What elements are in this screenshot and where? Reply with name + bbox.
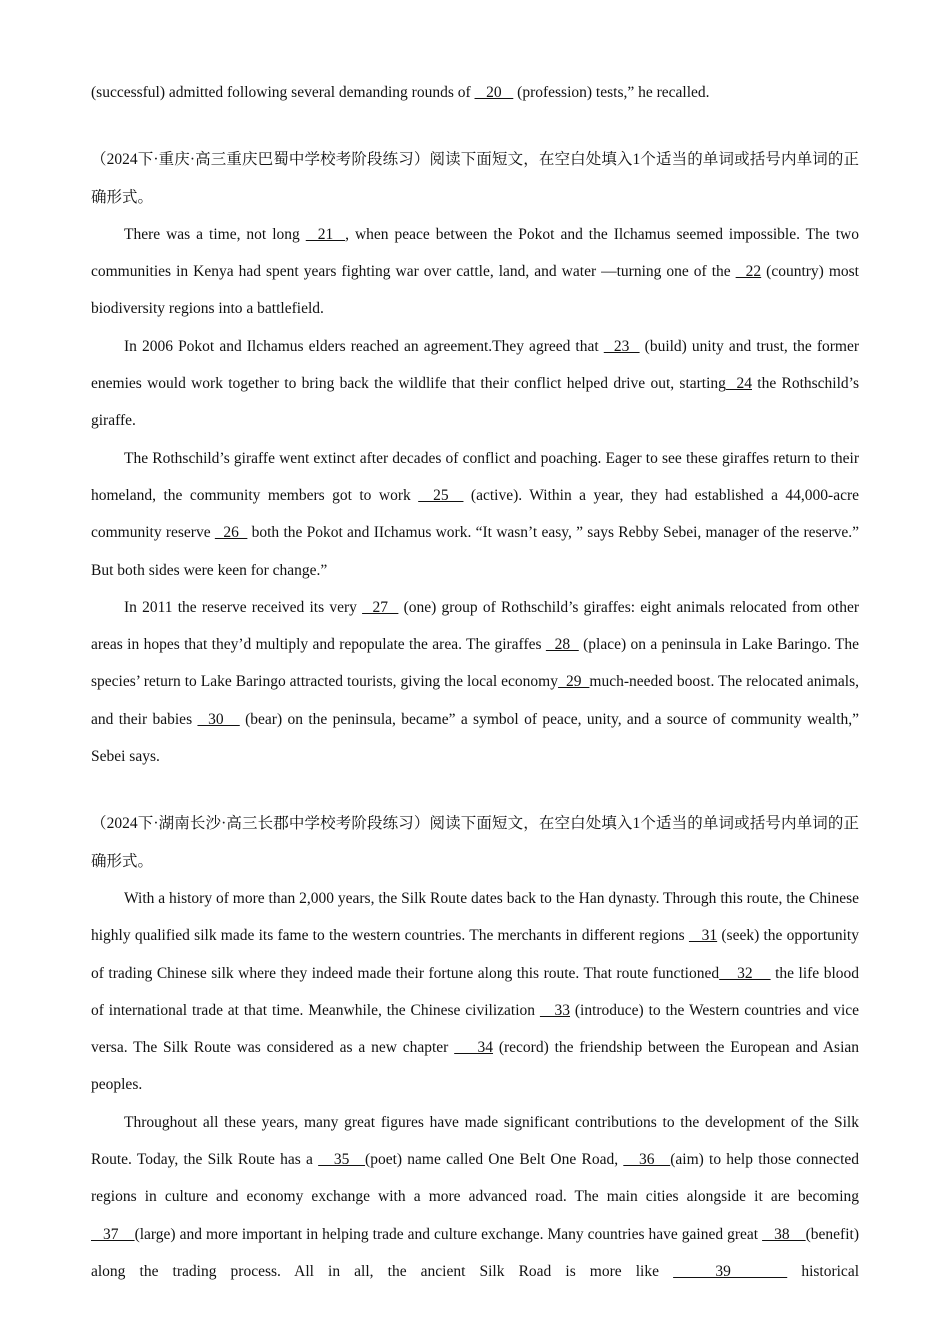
blank-22: 22	[735, 263, 762, 281]
blank-37: 37	[91, 1225, 135, 1243]
blank-32: 32	[719, 964, 771, 982]
section2-paragraph-1: With a history of more than 2,000 years, the Silk Route dates back to the Han dynasty. Through this route, the Chinese highly qualified silk made its fame to the western countries. The merchants in different regions 31 (seek) the opportunity of trading Chinese silk where they indeed made their fortune along this route. That route functioned 32 the life blood of international trade at that time. Meanwhile, the Chinese civilization 33 (introduce) to the Western countries and vice versa. The Silk Route was considered as a new chapter 34 (record) the friendship between the European and Asian peoples.	[91, 889, 860, 1094]
blank-25: 25	[418, 486, 464, 504]
blank-39: 39	[673, 1262, 788, 1280]
section1-paragraph-4: In 2011 the reserve received its very 27 (one) group of Rothschild’s giraffes: eight animals relocated from other areas in hopes that they’d multiply and repopulate the area. The giraffes 28 (place) on a peninsula in Lake Baringo. The species’ return to Lake Baringo attracted tourists, giving the local economy 29 much-needed boost. The relocated animals, and their babies 30 (bear) on the peninsula, became” a symbol of peace, unity, and a source of community wealth,” Sebei says.	[91, 598, 860, 766]
blank-36: 36	[623, 1151, 671, 1169]
blank-34: 34	[454, 1039, 494, 1057]
top-line: (successful) admitted following several demanding rounds of 20 (profession) tests,” he recalled.	[91, 84, 710, 101]
blank-24: 24	[725, 375, 752, 393]
blank-30: 30	[197, 710, 240, 728]
blank-31: 31	[688, 927, 718, 945]
section2-heading: （2024下·湖南长沙·高三长郡中学校考阶段练习）阅读下面短文，在空白处填入1个适当的单词或括号内单词的正确形式。	[91, 815, 859, 870]
blank-26: 26	[214, 524, 248, 542]
blank-35: 35	[318, 1151, 366, 1169]
blank-27: 27	[362, 598, 399, 616]
section2-paragraph-2: Throughout all these years, many great figures have made significant contributions to the development of the Silk Route. Today, the Silk Route has a 35 (poet) name called One Belt One Road, 36 (aim) to help those connected regions in culture and economy exchange with a more advanced road. The main cities alongside it are becoming 37 (large) and more important in helping trade and culture exchange. Many countries have gained great 38 (benefit) along the trading process. All in all, the ancient Silk Road is more like 39 historical	[91, 1113, 860, 1280]
blank-38: 38	[762, 1225, 806, 1243]
section1-paragraph-1: There was a time, not long 21 , when peace between the Pokot and the Ilchamus seemed impossible. The two communities in Kenya had spent years fighting war over cattle, land, and water —turning one of the 22 (country) most biodiversity regions into a battlefield.	[91, 225, 859, 318]
section1-paragraph-3: The Rothschild’s giraffe went extinct after decades of conflict and poaching. Eager to see these giraffes return to their homeland, the community members got to work 25 (active). Within a year, they had established a 44,000-acre community reserve 26 both the Pokot and IIchamus work. “It wasn’t easy, ” says Rebby Sebei, manager of the reserve.” But both sides were keen for change.”	[91, 449, 860, 579]
section1-paragraph-2: In 2006 Pokot and Ilchamus elders reached an agreement.They agreed that 23 (build) unity and trust, the former enemies would work together to bring back the wildlife that their conflict helped drive out, starting 24 the Rothschild’s giraffe.	[91, 337, 860, 430]
blank-33: 33	[539, 1001, 570, 1019]
blank-21: 21	[305, 225, 346, 243]
document-body	[91, 74, 859, 1290]
blank-20: 20	[474, 84, 514, 101]
blank-29: 29	[557, 673, 590, 691]
blank-28: 28	[545, 636, 579, 654]
blank-23: 23	[603, 337, 640, 355]
section1-heading: （2024下·重庆·高三重庆巴蜀中学校考阶段练习）阅读下面短文，在空白处填入1个适当的单词或括号内单词的正确形式。	[91, 151, 859, 206]
